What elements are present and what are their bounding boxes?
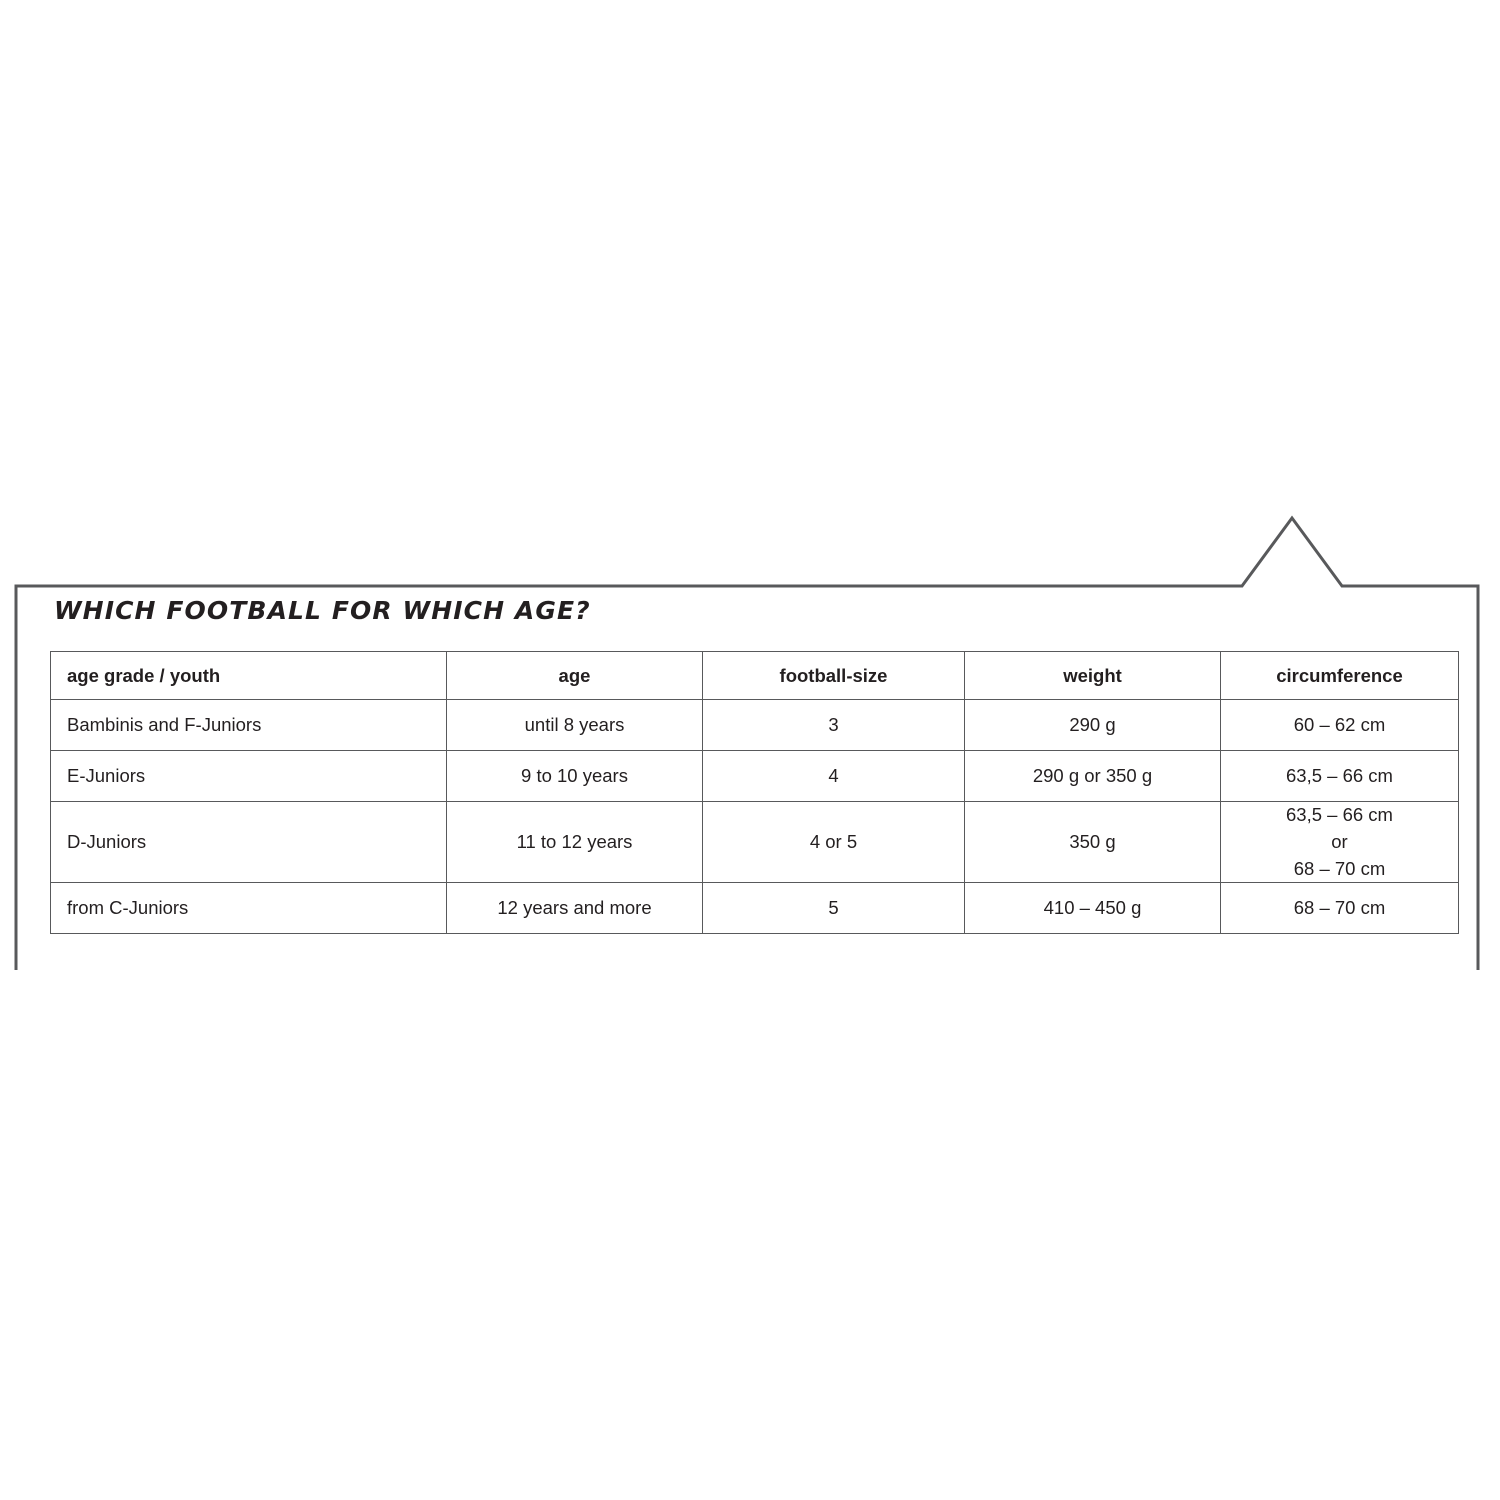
table-row	[51, 751, 1459, 802]
table-row	[51, 883, 1459, 934]
table-row	[51, 700, 1459, 751]
cell-football-size: 3	[703, 700, 965, 751]
cell-weight: 290 g or 350 g	[965, 751, 1221, 802]
cell-age: 12 years and more	[447, 883, 703, 934]
column-header-age: age	[447, 652, 703, 700]
cell-age-grade: Bambinis and F-Juniors	[51, 700, 447, 751]
cell-age: until 8 years	[447, 700, 703, 751]
table-header-row	[51, 652, 1459, 700]
cell-age-grade: from C-Juniors	[51, 883, 447, 934]
cell-weight: 290 g	[965, 700, 1221, 751]
table-row	[51, 802, 1459, 883]
column-header-circumference: circumference	[1221, 652, 1459, 700]
cell-weight: 350 g	[965, 802, 1221, 883]
column-header-age-grade: age grade / youth	[51, 652, 447, 700]
panel-content	[14, 508, 1480, 970]
column-header-weight: weight	[965, 652, 1221, 700]
cell-age-grade: D-Juniors	[51, 802, 447, 883]
column-header-football-size: football-size	[703, 652, 965, 700]
cell-age: 11 to 12 years	[447, 802, 703, 883]
cell-age: 9 to 10 years	[447, 751, 703, 802]
cell-football-size: 4	[703, 751, 965, 802]
cell-weight: 410 – 450 g	[965, 883, 1221, 934]
cell-age-grade: E-Juniors	[51, 751, 447, 802]
cell-football-size: 5	[703, 883, 965, 934]
cell-football-size: 4 or 5	[703, 802, 965, 883]
cell-circumference: 68 – 70 cm	[1221, 883, 1459, 934]
cell-circumference: 63,5 – 66 cm	[1221, 751, 1459, 802]
football-size-table	[50, 651, 1459, 934]
cell-circumference: 60 – 62 cm	[1221, 700, 1459, 751]
page-title: WHICH FOOTBALL FOR WHICH AGE?	[54, 596, 591, 625]
cell-circumference: 63,5 – 66 cm or 68 – 70 cm	[1221, 802, 1459, 883]
callout-panel	[14, 508, 1480, 970]
